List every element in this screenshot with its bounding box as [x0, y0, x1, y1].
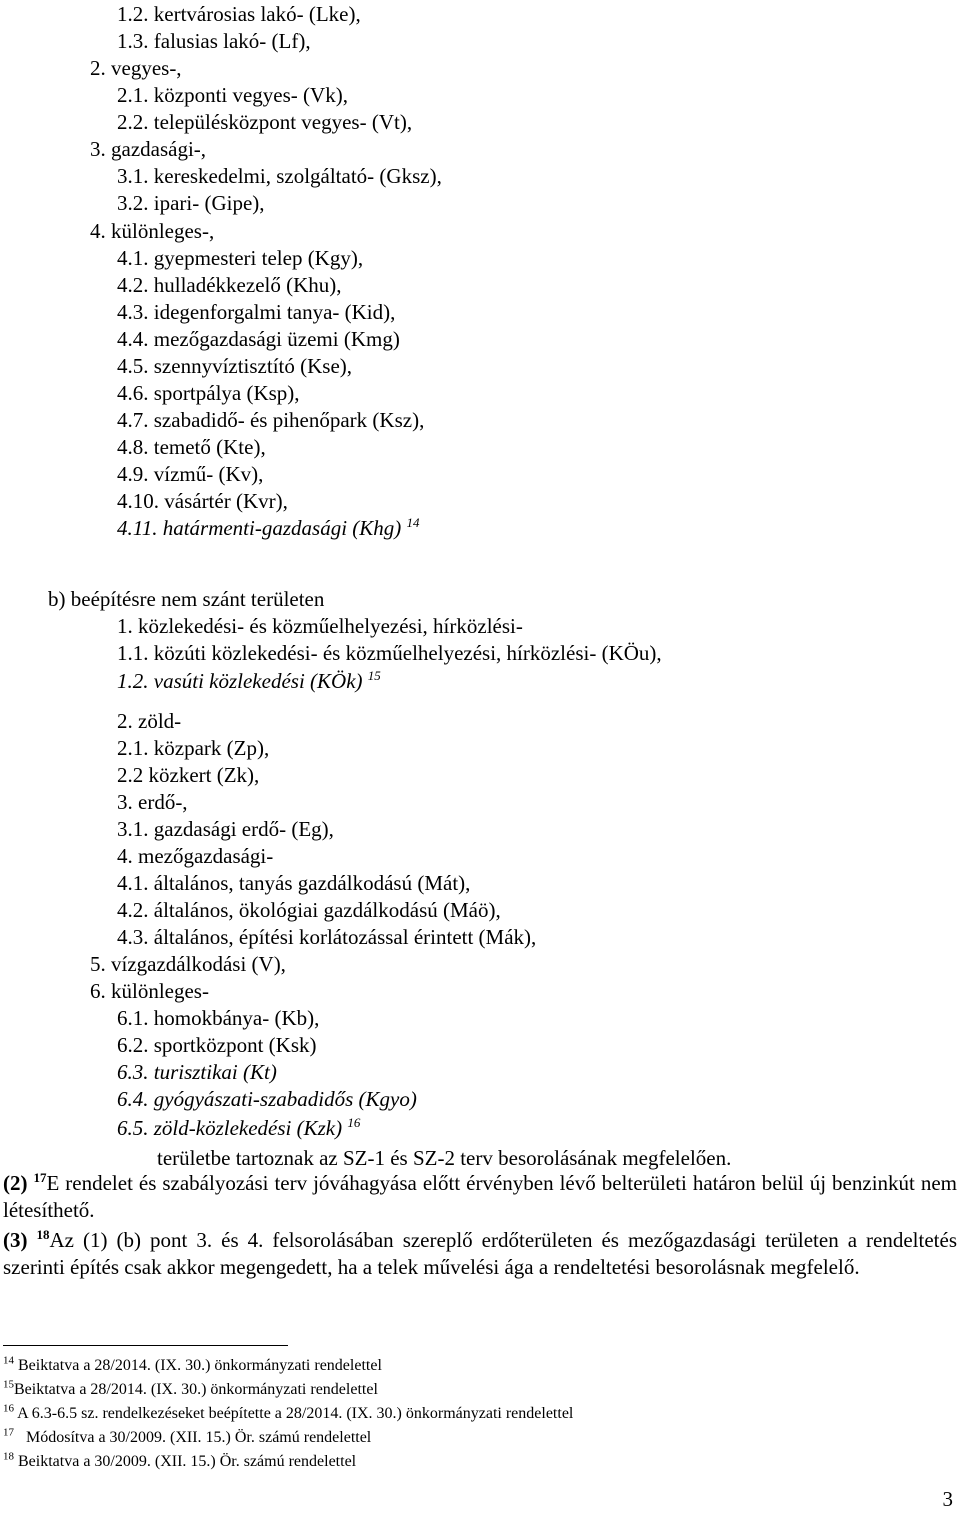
footnote-number: 16	[3, 1402, 14, 1415]
list-item: 6. különleges-	[90, 979, 209, 1003]
list-item: 3. erdő-,	[117, 790, 188, 814]
list-item: 2. zöld-	[117, 709, 182, 733]
list-item: 5. vízgazdálkodási (V),	[90, 952, 286, 976]
footnote-text: Beiktatva a 28/2014. (IX. 30.) önkormányzati rendelettel	[14, 1381, 378, 1398]
paragraph-text: E rendelet és szabályozási terv jóváhagyása előtt érvényben lévő belterületi határon belül új benzinkút nem létesíthető.	[3, 1171, 958, 1222]
footnote-text: A 6.3-6.5 sz. rendelkezéseket beépítette a 28/2014. (IX. 30.) önkormányzati rendelettel	[14, 1405, 574, 1422]
list-item: 1.3. falusias lakó- (Lf),	[117, 29, 311, 53]
footnote	[3, 1356, 382, 1376]
list-item: 2.1. központi vegyes- (Vk),	[117, 83, 348, 107]
list-item: 3.1. kereskedelmi, szolgáltató- (Gksz),	[117, 164, 442, 188]
list-item: 1.1. közúti közlekedési- és közműelhelyezési, hírközlési- (KÖu),	[117, 641, 662, 665]
list-item: 2.2 közkert (Zk),	[117, 763, 260, 787]
list-item: 3.2. ipari- (Gipe),	[117, 191, 265, 215]
footnote-separator	[3, 1345, 288, 1346]
paragraph-number: (3)	[3, 1228, 28, 1252]
footnote-text: Beiktatva a 28/2014. (IX. 30.) önkormányzati rendelettel	[14, 1357, 382, 1374]
footnote-text: Módosítva a 30/2009. (XII. 15.) Ör. számú rendelettel	[14, 1429, 372, 1446]
list-item: 3. gazdasági-,	[90, 137, 207, 161]
footnote-number: 18	[3, 1450, 14, 1463]
footnote-number: 17	[3, 1426, 14, 1439]
list-item: 4.7. szabadidő- és pihenőpark (Ksz),	[117, 408, 425, 432]
paragraph-number: (2)	[3, 1171, 28, 1195]
closing-line: területbe tartoznak az SZ-1 és SZ-2 terv besorolásának megfelelően.	[157, 1146, 732, 1170]
list-item: 4.10. vásártér (Kvr),	[117, 489, 288, 513]
list-item: 1. közlekedési- és közműelhelyezési, hírközlési-	[117, 614, 523, 638]
list-item: 4.6. sportpálya (Ksp),	[117, 381, 300, 405]
footnote	[3, 1428, 371, 1448]
list-item: 4.9. vízmű- (Kv),	[117, 462, 264, 486]
list-item: 2.2. településközpont vegyes- (Vt),	[117, 110, 413, 134]
list-item: 6.4. gyógyászati-szabadidős (Kgyo)	[117, 1087, 417, 1111]
page-number: 3	[942, 1487, 953, 1511]
footnote-number: 15	[3, 1378, 14, 1391]
footnote	[3, 1380, 378, 1400]
footnote-text: Beiktatva a 30/2009. (XII. 15.) Ör. számú rendelettel	[14, 1453, 357, 1470]
list-item: 6.2. sportközpont (Ksk)	[117, 1033, 317, 1057]
list-item: 6.1. homokbánya- (Kb),	[117, 1006, 320, 1030]
footnote-ref: 18	[36, 1227, 50, 1242]
footnote-ref: 16	[347, 1115, 361, 1130]
footnote	[3, 1404, 573, 1424]
list-item: 4.3. idegenforgalmi tanya- (Kid),	[117, 300, 396, 324]
footnote-ref: 17	[33, 1170, 47, 1185]
paragraph-2	[3, 1170, 957, 1224]
list-item: 3.1. gazdasági erdő- (Eg),	[117, 817, 334, 841]
list-item: 4.5. szennyvíztisztító (Kse),	[117, 354, 353, 378]
list-item: 4. különleges-,	[90, 219, 215, 243]
list-item: 4.1. általános, tanyás gazdálkodású (Mát),	[117, 871, 471, 895]
list-item: 4.8. temető (Kte),	[117, 435, 266, 459]
paragraph-3	[3, 1227, 957, 1281]
list-item-4-11: 4.11. határmenti-gazdasági (Khg) $^{14}$	[117, 515, 420, 540]
list-item: 2.1. közpark (Zp),	[117, 736, 270, 760]
section-b-heading: b) beépítésre nem szánt területen	[48, 587, 325, 611]
list-item-1-2: 1.2. vasúti közlekedési (KÖk) $^{15}$	[117, 668, 381, 693]
list-item: 2. vegyes-,	[90, 56, 182, 80]
list-item: 4.2. hulladékkezelő (Khu),	[117, 273, 342, 297]
list-item: 1.2. kertvárosias lakó- (Lke),	[117, 2, 361, 26]
footnote-ref: 15	[367, 668, 381, 683]
list-item: 4.4. mezőgazdasági üzemi (Kmg)	[117, 327, 400, 351]
list-item-6-5: 6.5. zöld-közlekedési (Kzk) $^{16}$	[117, 1115, 361, 1140]
list-item: 6.3. turisztikai (Kt)	[117, 1060, 277, 1084]
list-item: 4.2. általános, ökológiai gazdálkodású (Máö),	[117, 898, 501, 922]
paragraph-text: Az (1) (b) pont 3. és 4. felsorolásában szereplő erdőterületen és mezőgazdasági területen a rendeltetés szerinti építés csak akkor megengedett, ha a telek művelési ága a rendeltetési besorolásnak megfelelő.	[3, 1228, 958, 1279]
footnote-number: 14	[3, 1354, 14, 1367]
footnote	[3, 1452, 356, 1472]
list-item: 4. mezőgazdasági-	[117, 844, 274, 868]
footnote-ref: 14	[406, 515, 420, 530]
list-item: 4.1. gyepmesteri telep (Kgy),	[117, 246, 364, 270]
list-item: 4.3. általános, építési korlátozással érintett (Mák),	[117, 925, 537, 949]
